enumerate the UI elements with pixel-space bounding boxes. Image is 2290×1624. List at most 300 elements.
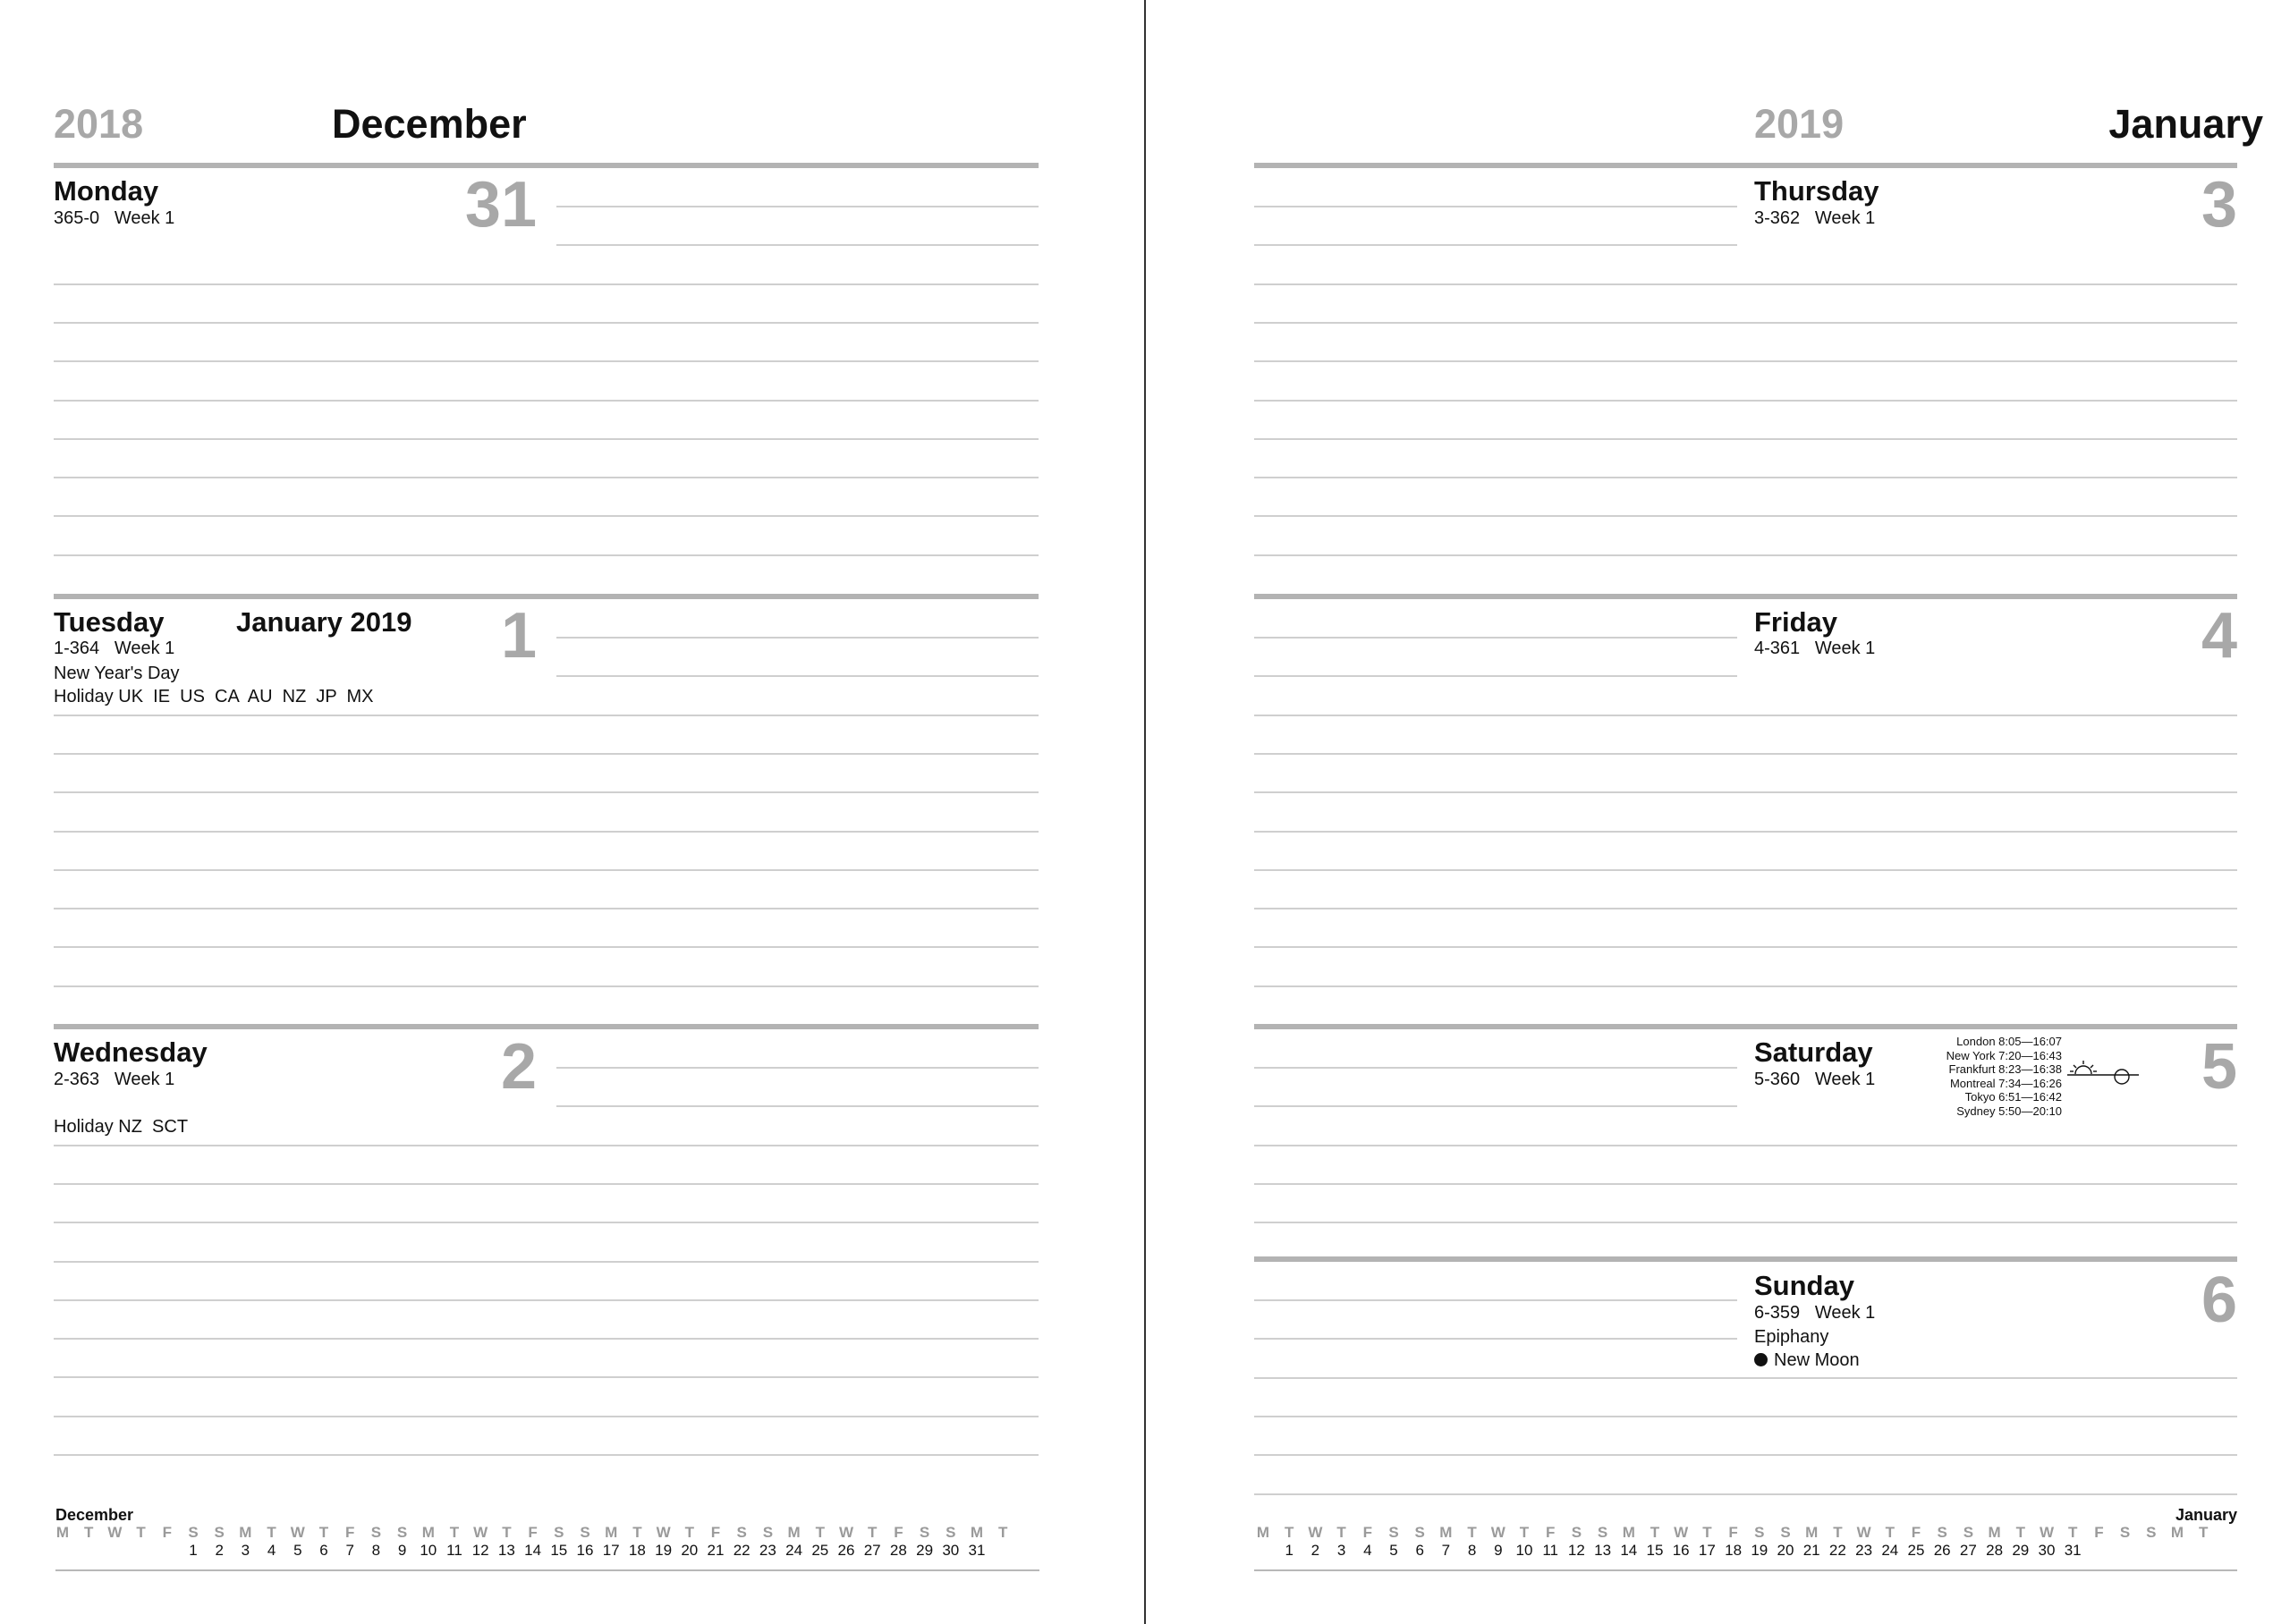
mini-calendar-day xyxy=(154,1525,181,1561)
weekday-letter: M xyxy=(55,1524,70,1541)
mini-calendar-day xyxy=(232,1525,259,1561)
holiday-note: New Year's Day xyxy=(54,664,180,683)
mini-calendar-day xyxy=(362,1525,389,1561)
writing-line xyxy=(54,791,1039,793)
mini-calendar-day xyxy=(1485,1525,1512,1561)
date-number: 20 xyxy=(1777,1542,1794,1559)
mini-calendar-day xyxy=(336,1525,363,1561)
writing-line xyxy=(1254,283,2237,285)
date-number: 13 xyxy=(497,1542,515,1559)
date-number xyxy=(2164,1543,2191,1561)
writing-line xyxy=(1254,1493,2237,1495)
writing-line xyxy=(1254,206,1737,207)
weekday-letter: F xyxy=(710,1524,721,1541)
writing-line xyxy=(54,438,1039,440)
writing-line xyxy=(556,244,1039,246)
mini-calendar-day xyxy=(128,1525,155,1561)
sun-times-row: Sydney 5:50—20:10 xyxy=(1956,1104,2062,1118)
writing-line xyxy=(54,477,1039,478)
writing-line xyxy=(556,1105,1039,1107)
weekday-letter: S xyxy=(1963,1524,1974,1541)
writing-line xyxy=(1254,791,2237,793)
weekday-letter: S xyxy=(736,1524,747,1541)
writing-line xyxy=(1254,244,1737,246)
writing-line xyxy=(1254,360,2237,362)
mini-calendar-day xyxy=(101,1525,128,1561)
day-meta: 365-0 Week 1 xyxy=(54,208,175,228)
date-number xyxy=(154,1543,181,1561)
writing-line xyxy=(54,831,1039,833)
day-number: 2 xyxy=(500,1031,537,1103)
date-number: 10 xyxy=(420,1542,437,1559)
weekday-letter: S xyxy=(2146,1524,2157,1541)
mini-calendar-day xyxy=(1981,1525,2008,1561)
weekday-letter: F xyxy=(1362,1524,1372,1541)
weekday-letter: M xyxy=(1988,1524,2001,1541)
writing-line xyxy=(1254,869,2237,871)
date-number: 27 xyxy=(1959,1542,1977,1559)
writing-line xyxy=(54,869,1039,871)
day-number: 5 xyxy=(2201,1031,2237,1103)
date-number: 5 xyxy=(293,1542,302,1559)
date-number: 18 xyxy=(628,1542,646,1559)
writing-line xyxy=(54,322,1039,324)
section-rule xyxy=(1254,1256,2237,1262)
date-number xyxy=(989,1543,1016,1561)
mini-calendar-day xyxy=(1406,1525,1433,1561)
weekday-letter: T xyxy=(1702,1524,1712,1541)
weekday-letter: W xyxy=(2039,1524,2055,1541)
mini-calendar-day xyxy=(1824,1525,1851,1561)
writing-line xyxy=(556,637,1039,639)
mini-calendar-day xyxy=(1537,1525,1564,1561)
mini-calendar-day xyxy=(1354,1525,1381,1561)
date-number: 8 xyxy=(371,1542,381,1559)
weekday-letter: T xyxy=(1885,1524,1895,1541)
date-number xyxy=(2085,1543,2112,1561)
weekday-letter: W xyxy=(290,1524,305,1541)
day-meta: 3-362 Week 1 xyxy=(1754,208,1876,228)
weekday-letter: W xyxy=(1490,1524,1505,1541)
writing-line xyxy=(1254,637,1737,639)
mini-calendar-day xyxy=(1877,1525,1904,1561)
section-rule xyxy=(54,163,1039,168)
sun-times-row: Tokyo 6:51—16:42 xyxy=(1964,1090,2062,1104)
date-number: 22 xyxy=(733,1542,751,1559)
date-number xyxy=(2190,1543,2217,1561)
weekday-letter: S xyxy=(188,1524,199,1541)
writing-line xyxy=(1254,1299,1737,1301)
date-number: 30 xyxy=(2038,1542,2056,1559)
day-number: 6 xyxy=(2201,1265,2237,1336)
date-number: 24 xyxy=(785,1542,803,1559)
weekday-letter: T xyxy=(1284,1524,1294,1541)
date-number: 6 xyxy=(319,1542,328,1559)
mini-calendar-day xyxy=(859,1525,886,1561)
writing-line xyxy=(1254,1454,2237,1456)
date-number: 7 xyxy=(1441,1542,1451,1559)
weekday-letter: T xyxy=(502,1524,512,1541)
date-number xyxy=(2112,1543,2139,1561)
writing-line xyxy=(1254,1145,2237,1146)
writing-line xyxy=(1254,831,2237,833)
date-number: 17 xyxy=(1698,1542,1716,1559)
date-number: 14 xyxy=(524,1542,542,1559)
weekday-letter: M xyxy=(239,1524,252,1541)
mini-calendar-day xyxy=(1563,1525,1590,1561)
date-number: 19 xyxy=(1751,1542,1768,1559)
mini-calendar-day xyxy=(702,1525,729,1561)
date-number: 29 xyxy=(2012,1542,2030,1559)
date-number: 22 xyxy=(1828,1542,1846,1559)
weekday-letter: S xyxy=(1780,1524,1791,1541)
date-number: 24 xyxy=(1881,1542,1899,1559)
day-name: Monday xyxy=(54,175,159,207)
mini-calendar-day xyxy=(546,1525,572,1561)
date-number: 17 xyxy=(602,1542,620,1559)
date-number: 8 xyxy=(1467,1542,1477,1559)
mini-calendar-day xyxy=(1720,1525,1747,1561)
writing-line xyxy=(1254,715,2237,716)
weekday-letter: S xyxy=(370,1524,382,1541)
mini-calendar-day xyxy=(441,1525,468,1561)
day-meta: 4-361 Week 1 xyxy=(1754,639,1876,658)
mini-calendar-day xyxy=(1693,1525,1720,1561)
weekday-letter: T xyxy=(684,1524,694,1541)
writing-line xyxy=(1254,1338,1737,1340)
day-number: 4 xyxy=(2201,600,2237,672)
date-number: 7 xyxy=(345,1542,354,1559)
weekday-letter: S xyxy=(1571,1524,1582,1541)
weekday-letter: T xyxy=(1336,1524,1346,1541)
date-number: 23 xyxy=(1855,1542,1873,1559)
weekday-letter: S xyxy=(1388,1524,1399,1541)
sun-times-row: Frankfurt 8:23—16:38 xyxy=(1948,1062,2062,1076)
weekday-letter: S xyxy=(946,1524,956,1541)
writing-line xyxy=(1254,985,2237,987)
weekday-letter: S xyxy=(554,1524,564,1541)
day-name: Saturday xyxy=(1754,1036,1873,1068)
left-month: December xyxy=(332,101,527,147)
writing-line xyxy=(54,1145,1039,1146)
day-meta: 5-360 Week 1 xyxy=(1754,1070,1876,1089)
writing-line xyxy=(556,1067,1039,1069)
section-rule xyxy=(1254,594,2237,599)
mini-calendar-day xyxy=(754,1525,781,1561)
mini-calendar-day xyxy=(2190,1525,2217,1561)
date-number: 9 xyxy=(397,1542,407,1559)
new-moon-icon xyxy=(1754,1353,1768,1366)
right-page xyxy=(1146,0,2290,1624)
mini-calendar-day xyxy=(206,1525,233,1561)
weekday-letter: M xyxy=(1256,1524,1270,1541)
weekday-letter: F xyxy=(2094,1524,2104,1541)
weekday-letter: F xyxy=(344,1524,355,1541)
weekday-letter: F xyxy=(1911,1524,1921,1541)
weekday-letter: T xyxy=(136,1524,146,1541)
weekday-letter: F xyxy=(528,1524,538,1541)
moon-phase-label: New Moon xyxy=(1774,1350,1860,1370)
weekday-letter: T xyxy=(1650,1524,1660,1541)
weekday-letter: T xyxy=(2015,1524,2025,1541)
date-number: 4 xyxy=(1363,1542,1372,1559)
section-rule xyxy=(1254,163,2237,168)
mini-calendar-day xyxy=(623,1525,650,1561)
date-number: 3 xyxy=(1336,1542,1346,1559)
weekday-letter: S xyxy=(2119,1524,2131,1541)
mini-calendar-day xyxy=(49,1525,76,1561)
section-rule xyxy=(1254,1024,2237,1029)
mini-calendar-day xyxy=(833,1525,860,1561)
mini-calendar-rule xyxy=(1254,1569,2237,1571)
date-number: 18 xyxy=(1725,1542,1743,1559)
writing-line xyxy=(54,1183,1039,1185)
sun-times-row: New York 7:20—16:43 xyxy=(1946,1048,2062,1062)
sunrise-sunset-table xyxy=(1915,1035,2062,1118)
date-number xyxy=(49,1543,76,1561)
date-number: 3 xyxy=(241,1542,250,1559)
mini-calendar-day xyxy=(2138,1525,2165,1561)
weekday-letter: F xyxy=(162,1524,172,1541)
date-number: 9 xyxy=(1494,1542,1503,1559)
weekday-letter: T xyxy=(997,1524,1008,1541)
date-number xyxy=(75,1543,102,1561)
date-number: 28 xyxy=(1986,1542,2004,1559)
date-number: 1 xyxy=(189,1542,198,1559)
weekday-letter: M xyxy=(421,1524,435,1541)
mini-calendar-day xyxy=(572,1525,598,1561)
mini-calendar-day xyxy=(1459,1525,1486,1561)
weekday-letter: W xyxy=(107,1524,123,1541)
date-number: 19 xyxy=(655,1542,673,1559)
right-year: 2019 xyxy=(1754,101,1845,147)
day-number: 3 xyxy=(2201,169,2237,241)
weekday-letter: T xyxy=(318,1524,329,1541)
writing-line xyxy=(54,400,1039,402)
mini-calendar-day xyxy=(1432,1525,1459,1561)
weekday-letter: W xyxy=(1856,1524,1871,1541)
weekday-letter: M xyxy=(2170,1524,2184,1541)
weekday-letter: T xyxy=(83,1524,94,1541)
mini-calendar-day xyxy=(1328,1525,1355,1561)
date-number: 16 xyxy=(1672,1542,1690,1559)
sunrise-icon xyxy=(2070,1061,2097,1074)
mini-calendar-day xyxy=(676,1525,703,1561)
date-number: 20 xyxy=(681,1542,699,1559)
writing-line xyxy=(1254,400,2237,402)
day-name: Tuesday xyxy=(54,606,165,638)
date-number: 27 xyxy=(863,1542,881,1559)
date-number: 23 xyxy=(759,1542,776,1559)
left-year: 2018 xyxy=(54,101,144,147)
mini-calendar-day xyxy=(493,1525,520,1561)
writing-line xyxy=(54,1454,1039,1456)
weekday-letter: T xyxy=(2198,1524,2209,1541)
day-name: Friday xyxy=(1754,606,1838,638)
writing-line xyxy=(1254,1222,2237,1223)
section-rule xyxy=(54,1024,1039,1029)
mini-calendar-day xyxy=(180,1525,207,1561)
weekday-letter: W xyxy=(473,1524,488,1541)
weekday-letter: T xyxy=(632,1524,642,1541)
mini-calendar-day xyxy=(1903,1525,1930,1561)
date-number: 1 xyxy=(1285,1542,1293,1559)
date-number: 12 xyxy=(1567,1542,1585,1559)
weekday-letter: M xyxy=(970,1524,984,1541)
month-start-label: January 2019 xyxy=(236,606,412,638)
mini-calendar-day xyxy=(1380,1525,1407,1561)
date-number: 11 xyxy=(446,1542,462,1559)
weekday-letter: S xyxy=(580,1524,590,1541)
mini-calendar-day xyxy=(1250,1525,1276,1561)
mini-calendar-day xyxy=(912,1525,938,1561)
writing-line xyxy=(1254,1416,2237,1417)
date-number: 29 xyxy=(916,1542,934,1559)
day-meta: 2-363 Week 1 xyxy=(54,1070,175,1089)
mini-calendar-day xyxy=(650,1525,677,1561)
writing-line xyxy=(1254,554,2237,556)
mini-calendar-day xyxy=(1955,1525,1981,1561)
mini-calendar-day xyxy=(2085,1525,2112,1561)
writing-line xyxy=(54,715,1039,716)
writing-line xyxy=(1254,515,2237,517)
weekday-letter: W xyxy=(1674,1524,1689,1541)
writing-line xyxy=(1254,1105,1737,1107)
mini-calendar-day xyxy=(259,1525,285,1561)
weekday-letter: M xyxy=(1622,1524,1635,1541)
weekday-letter: W xyxy=(1308,1524,1323,1541)
date-number: 11 xyxy=(1542,1542,1559,1559)
day-meta: 6-359 Week 1 xyxy=(1754,1303,1876,1323)
date-number: 31 xyxy=(968,1542,986,1559)
writing-line xyxy=(54,283,1039,285)
mini-calendar-december xyxy=(0,1507,1145,1578)
date-number: 2 xyxy=(1310,1542,1320,1559)
mini-calendar-day xyxy=(1798,1525,1825,1561)
mini-calendar-day xyxy=(1511,1525,1538,1561)
mini-calendar-day xyxy=(1772,1525,1799,1561)
mini-calendar-day xyxy=(1667,1525,1694,1561)
mini-calendar-day xyxy=(1929,1525,1955,1561)
weekday-letter: F xyxy=(894,1524,903,1541)
date-number: 12 xyxy=(471,1542,489,1559)
date-number: 30 xyxy=(942,1542,960,1559)
mini-calendar-day xyxy=(937,1525,964,1561)
weekday-letter: W xyxy=(838,1524,854,1541)
mini-calendar-day xyxy=(989,1525,1016,1561)
writing-line xyxy=(1254,675,1737,677)
mini-calendar-day xyxy=(807,1525,834,1561)
writing-line xyxy=(1254,477,2237,478)
date-number: 6 xyxy=(1415,1542,1424,1559)
weekday-letter: T xyxy=(1467,1524,1477,1541)
date-number: 26 xyxy=(1933,1542,1951,1559)
weekday-letter: S xyxy=(214,1524,225,1541)
date-number: 2 xyxy=(215,1542,224,1559)
day-name: Thursday xyxy=(1754,175,1879,207)
weekday-letter: M xyxy=(1439,1524,1453,1541)
date-number xyxy=(128,1543,155,1561)
mini-calendar-day xyxy=(415,1525,442,1561)
mini-calendar-day xyxy=(520,1525,547,1561)
date-number: 13 xyxy=(1594,1542,1612,1559)
mini-calendar-day xyxy=(1746,1525,1773,1561)
writing-line xyxy=(556,206,1039,207)
mini-calendar-day xyxy=(467,1525,494,1561)
writing-line xyxy=(54,946,1039,948)
date-number: 21 xyxy=(707,1542,725,1559)
mini-calendar-day xyxy=(963,1525,990,1561)
writing-line xyxy=(54,1261,1039,1263)
writing-line xyxy=(1254,438,2237,440)
weekday-letter: S xyxy=(1414,1524,1425,1541)
weekday-letter: T xyxy=(1519,1524,1530,1541)
right-month: January xyxy=(2108,101,2263,147)
weekday-letter: M xyxy=(787,1524,801,1541)
mini-calendar-day xyxy=(284,1525,311,1561)
date-number: 15 xyxy=(1646,1542,1664,1559)
date-number: 10 xyxy=(1515,1542,1533,1559)
mini-calendar-day xyxy=(2007,1525,2034,1561)
weekday-letter: T xyxy=(815,1524,825,1541)
writing-line xyxy=(1254,946,2237,948)
weekday-letter: S xyxy=(919,1524,930,1541)
holiday-note: Holiday NZ SCT xyxy=(54,1117,189,1137)
mini-calendar-day xyxy=(1590,1525,1616,1561)
mini-calendar-january xyxy=(1146,1507,2290,1578)
date-number: 15 xyxy=(550,1542,568,1559)
mini-calendar-day xyxy=(2033,1525,2060,1561)
date-number: 25 xyxy=(1907,1542,1925,1559)
sun-times-row: Montreal 7:34—16:26 xyxy=(1949,1076,2062,1090)
date-number: 28 xyxy=(889,1542,907,1559)
mini-calendar-day xyxy=(310,1525,337,1561)
mini-calendar-day xyxy=(75,1525,102,1561)
writing-line xyxy=(54,985,1039,987)
mini-calendar-day xyxy=(1851,1525,1878,1561)
moon-phase-note xyxy=(1754,1351,1860,1369)
date-number: 16 xyxy=(576,1542,594,1559)
weekday-letter: S xyxy=(762,1524,774,1541)
mini-calendar-rule xyxy=(55,1569,1039,1571)
weekday-letter: T xyxy=(449,1524,460,1541)
mini-calendar-day xyxy=(1641,1525,1668,1561)
holiday-note: Holiday UK IE US CA AU NZ JP MX xyxy=(54,687,374,706)
date-number: 31 xyxy=(2064,1542,2082,1559)
date-number: 14 xyxy=(1620,1542,1638,1559)
mini-calendar-day xyxy=(2164,1525,2191,1561)
mini-calendar-day xyxy=(1616,1525,1642,1561)
date-number: 21 xyxy=(1802,1542,1820,1559)
day-number: 31 xyxy=(464,169,537,241)
mini-calendar-day xyxy=(2112,1525,2139,1561)
mini-calendar-title: January xyxy=(2175,1506,2237,1524)
date-number: 25 xyxy=(811,1542,829,1559)
writing-line xyxy=(54,554,1039,556)
writing-line xyxy=(1254,322,2237,324)
date-number xyxy=(2138,1543,2165,1561)
mini-calendar-day xyxy=(598,1525,624,1561)
writing-line xyxy=(1254,1067,1737,1069)
writing-line xyxy=(54,515,1039,517)
writing-line xyxy=(1254,1183,2237,1185)
writing-line xyxy=(54,1416,1039,1417)
writing-line xyxy=(1254,753,2237,755)
weekday-letter: M xyxy=(605,1524,618,1541)
day-number: 1 xyxy=(500,600,537,672)
weekday-letter: S xyxy=(1597,1524,1608,1541)
writing-line xyxy=(54,908,1039,909)
